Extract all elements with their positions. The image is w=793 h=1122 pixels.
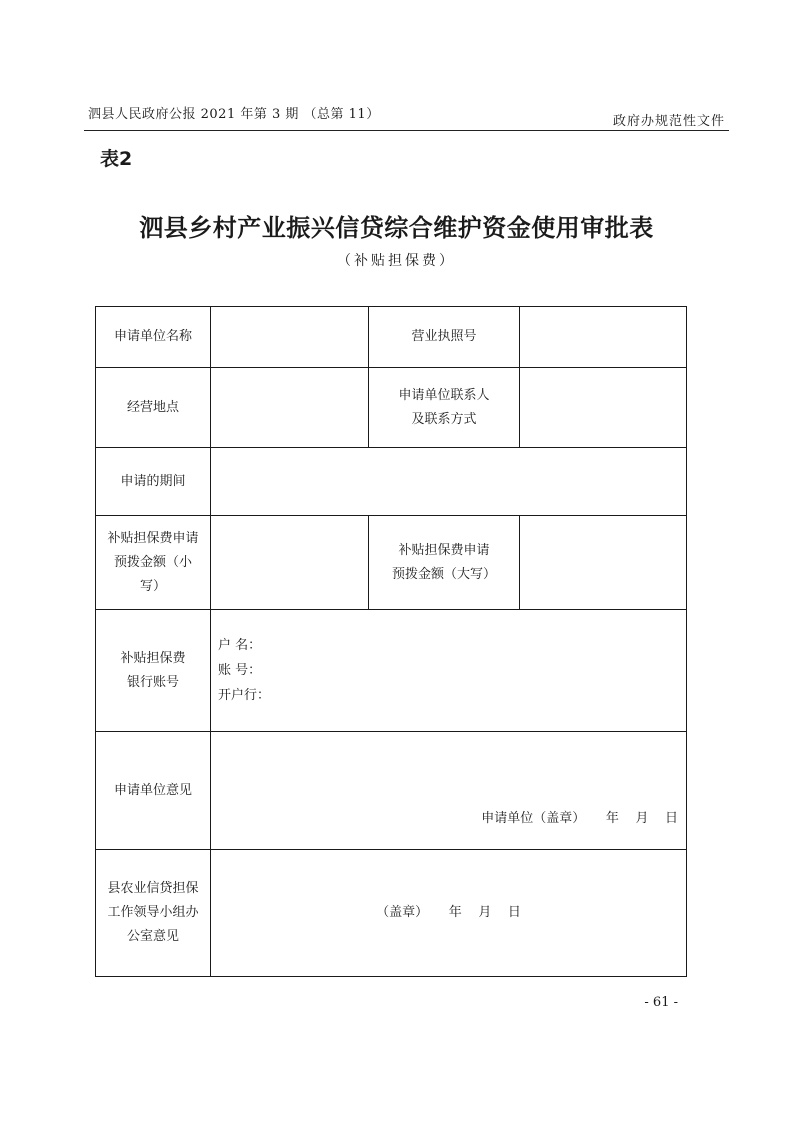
- amount-small-field[interactable]: [211, 516, 369, 610]
- form-row-county: [96, 850, 687, 977]
- county-label-line-2: 工作领导小组办: [107, 905, 199, 920]
- amount-large-label: [369, 516, 520, 610]
- opinion-field[interactable]: [211, 732, 687, 850]
- form-row-applicant: [96, 307, 687, 368]
- account-name-line: 户 名：: [218, 638, 262, 653]
- contact-label-line-2: 及联系方式: [411, 411, 477, 427]
- amount-small-label: [96, 516, 211, 610]
- bank-account-label: [96, 610, 211, 732]
- form-title: 泗县乡村产业振兴信贷综合维护资金使用审批表: [139, 213, 654, 242]
- form-subtitle: （补贴担保费）: [337, 253, 456, 269]
- table-number-label: 表2: [100, 148, 133, 170]
- applicant-name-field[interactable]: [211, 307, 369, 368]
- amount-small-label-line-3: 写）: [139, 578, 166, 594]
- contact-field[interactable]: [520, 368, 687, 448]
- approval-form-table: [95, 306, 687, 977]
- amount-small-label-line-2: 预拨金额（小: [113, 554, 192, 570]
- county-label-line-1: 县农业信贷担保: [107, 881, 199, 896]
- form-row-period: [96, 448, 687, 516]
- applicant-stamp-line: 申请单位（盖章） 年 月 日: [481, 811, 678, 826]
- contact-label: [369, 368, 520, 448]
- amount-small-label-line-1: 补贴担保费申请: [107, 530, 199, 546]
- form-row-amount: [96, 516, 687, 610]
- form-row-bank: [96, 610, 687, 732]
- period-label: 申请的期间: [96, 448, 211, 516]
- applicant-name-label: 申请单位名称: [96, 307, 211, 368]
- form-row-address: [96, 368, 687, 448]
- account-number-line: 账 号：: [218, 663, 262, 678]
- license-number-field[interactable]: [520, 307, 687, 368]
- address-field[interactable]: [211, 368, 369, 448]
- amount-large-field[interactable]: [520, 516, 687, 610]
- license-number-label: 营业执照号: [369, 307, 520, 368]
- bank-account-field[interactable]: [211, 610, 687, 732]
- form-row-opinion: [96, 732, 687, 850]
- county-stamp-line: （盖章） 年 月 日: [376, 905, 521, 920]
- amount-large-label-line-2: 预拨金额（大写）: [391, 566, 496, 582]
- county-label-line-3: 公室意见: [126, 929, 179, 944]
- document-category: 政府办规范性文件: [612, 114, 725, 129]
- period-field[interactable]: [211, 448, 687, 516]
- opinion-label: 申请单位意见: [96, 732, 211, 850]
- address-label: 经营地点: [96, 368, 211, 448]
- bank-label-line-2: 银行账号: [126, 674, 179, 690]
- bank-name-line: 开户行：: [218, 688, 271, 703]
- header-divider: [84, 130, 729, 131]
- page-number: - 61 -: [644, 995, 678, 1010]
- amount-large-label-line-1: 补贴担保费申请: [398, 542, 490, 558]
- county-office-label: [96, 850, 211, 977]
- contact-label-line-1: 申请单位联系人: [398, 387, 490, 403]
- county-office-field[interactable]: [211, 850, 687, 977]
- bank-label-line-1: 补贴担保费: [120, 650, 186, 666]
- bulletin-header: 泗县人民政府公报 2021 年第 3 期 （总第 11）: [88, 107, 380, 122]
